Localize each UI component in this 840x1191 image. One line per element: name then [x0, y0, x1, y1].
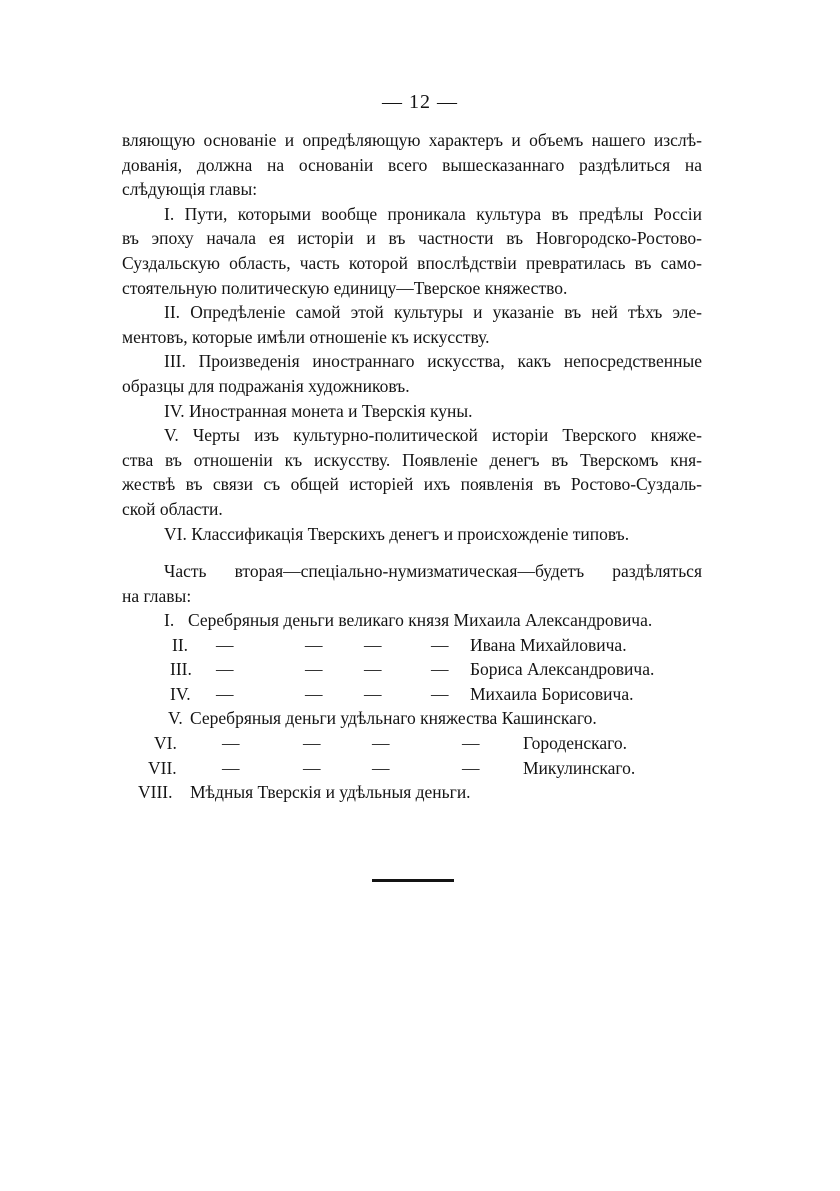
- section-divider-rule: [372, 879, 454, 882]
- text-line: образцы для подражанія художниковъ.: [122, 375, 410, 396]
- ditto-dash: —: [216, 659, 234, 680]
- text-line: вляющую основаніе и опредѣляющую характеръ и объемъ нашего изслѣ-: [122, 130, 702, 150]
- chapter-numeral: III.: [170, 659, 192, 680]
- ditto-dash: —: [364, 634, 382, 655]
- chapter-numeral: IV.: [170, 683, 191, 704]
- part-one-chapter-list: [122, 128, 702, 546]
- chapter-four-line: IV. Иностранная монета и Тверскія куны.: [164, 400, 473, 421]
- text-line: стоятельную политическую единицу—Тверское княжество.: [122, 277, 568, 298]
- text-line: Часть вторая—спеціально-нумизматическая—будетъ раздѣляться: [164, 561, 702, 581]
- chapter-numeral: VIII.: [138, 782, 173, 803]
- chapter-title: Городенскаго.: [523, 733, 628, 753]
- ditto-dash: —: [462, 757, 480, 778]
- ditto-dash: —: [305, 659, 323, 680]
- ditto-dash: —: [216, 634, 234, 655]
- chapter-six-line: VI. Классификація Тверскихъ денегъ и происхожденіе типовъ.: [164, 523, 630, 544]
- chapter-numeral: V.: [168, 708, 183, 729]
- text-line: ской области.: [122, 498, 223, 519]
- chapter-three-line: III. Произведенія иностраннаго искусства, какъ непосредственные: [164, 351, 702, 372]
- ditto-dash: —: [222, 733, 240, 753]
- text-line: Суздальскую область, часть которой впослѣдствіи превратилась въ само-: [122, 252, 702, 273]
- part-two-intro: [122, 559, 702, 608]
- ditto-dash: —: [303, 757, 321, 778]
- chapter-numeral: I.: [164, 610, 175, 630]
- chapter-title: Серебряныя деньги удѣльнаго княжества Кашинскаго.: [190, 708, 597, 729]
- text-line: дованія, должна на основаніи всего вышесказаннаго раздѣлиться на: [122, 154, 702, 175]
- ditto-dash: —: [372, 757, 390, 778]
- ditto-dash: —: [364, 683, 382, 704]
- chapter-title: Микулинскаго.: [523, 757, 636, 778]
- ditto-dash: —: [372, 733, 390, 753]
- text-line: въ эпоху начала ея исторіи и въ частности въ Новгородско-Ростово-: [122, 228, 702, 249]
- ditto-dash: —: [216, 683, 234, 704]
- ditto-dash: —: [462, 733, 480, 753]
- ditto-dash: —: [305, 634, 323, 655]
- ditto-dash: —: [303, 733, 321, 753]
- chapter-title: Михаила Борисовича.: [470, 683, 634, 704]
- ditto-dash: —: [305, 683, 323, 704]
- text-line: жествѣ въ связи съ общей исторіей ихъ появленія въ Ростово-Суздаль-: [122, 474, 702, 495]
- text-line: на главы:: [122, 585, 192, 606]
- chapter-numeral: II.: [172, 634, 189, 655]
- ditto-dash: —: [431, 634, 449, 655]
- chapter-numeral: VI.: [154, 733, 177, 753]
- chapter-five-line: V. Черты изъ культурно-политической исторіи Тверского княже-: [164, 425, 702, 446]
- chapter-title: Бориса Александровича.: [470, 659, 655, 680]
- text-line: ментовъ, которые имѣли отношеніе къ искусству.: [122, 326, 490, 347]
- chapter-one-line: I. Пути, которыми вообще проникала культура въ предѣлы Россіи: [164, 203, 702, 224]
- ditto-dash: —: [222, 757, 240, 778]
- text-line: ства въ отношеніи къ искусству. Появленіе денегъ въ Тверскомъ кня-: [122, 449, 702, 470]
- chapter-two-line: II. Опредѣленіе самой этой культуры и указаніе въ ней тѣхъ эле-: [164, 302, 702, 323]
- chapter-title: Мѣдныя Тверскія и удѣльныя деньги.: [190, 782, 471, 803]
- ditto-dash: —: [364, 659, 382, 680]
- text-line: слѣдующія главы:: [122, 179, 258, 200]
- chapter-title: Серебряныя деньги великаго князя Михаила Александровича.: [188, 610, 653, 630]
- ditto-dash: —: [431, 683, 449, 704]
- page-number: — 12 —: [382, 91, 458, 113]
- chapter-title: Ивана Михайловича.: [470, 634, 627, 655]
- ditto-dash: —: [431, 659, 449, 680]
- chapter-numeral: VII.: [148, 757, 177, 778]
